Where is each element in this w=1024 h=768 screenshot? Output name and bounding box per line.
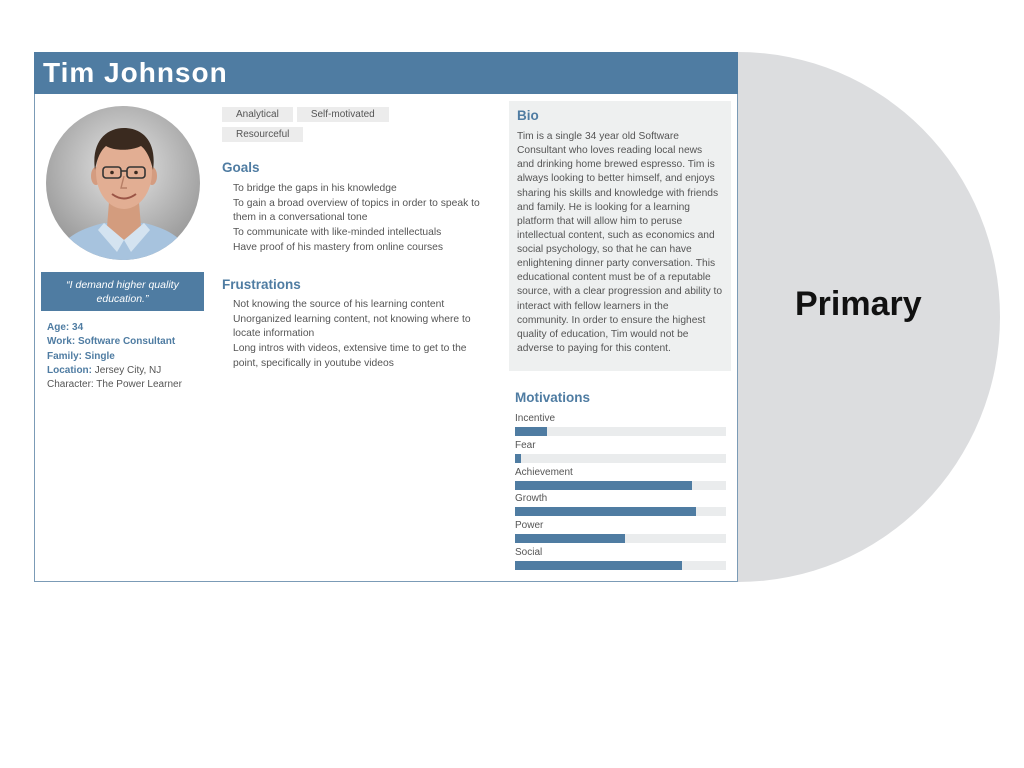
trait-tags [222, 107, 402, 142]
segment-label: Primary [795, 285, 922, 323]
persona-card [34, 52, 738, 582]
detail-value: 34 [72, 322, 84, 333]
detail-value: Jersey City, NJ [94, 364, 162, 376]
photo-portrait [46, 106, 200, 260]
motivation-power [515, 519, 726, 546]
photo-eye-right [134, 171, 138, 175]
detail-family [47, 350, 182, 364]
trait-tag: Self-motivated [297, 107, 389, 122]
photo-eye-left [110, 171, 114, 175]
detail-age [47, 321, 182, 335]
motivation-label: Power [515, 520, 544, 532]
detail-character [47, 378, 182, 392]
motivation-fill [515, 454, 521, 463]
persona-header [34, 52, 738, 94]
persona-name: Tim Johnson [43, 57, 228, 88]
detail-label: Work: [47, 336, 76, 348]
detail-work [47, 335, 182, 349]
motivations-section [515, 390, 726, 573]
goal-item: To communicate with like-minded intellectuals [233, 227, 442, 239]
frustrations-heading: Frustrations [222, 277, 301, 292]
detail-label: Location: [47, 364, 92, 376]
profile-photo-image [46, 106, 200, 260]
motivation-fill [515, 507, 696, 516]
goal-item: Have proof of his mastery from online courses [233, 241, 444, 253]
detail-value: Single [84, 350, 115, 362]
frustration-item: Not knowing the source of his learning content [233, 299, 445, 310]
motivation-achievement [515, 466, 726, 493]
profile-photo [46, 106, 200, 260]
detail-value: Software Consultant [77, 336, 176, 348]
bio-text: Tim is a single 34 year old Software Consultant who loves reading local news and drinking home brewed espresso. Tim is always looking to better himself, and enjoys sharing his skills and knowledge with friends and family. He is looking for a learning platform that will allow him to peruse intellectual content, such as economics and social psychology, so that he can have enlightening dinner party conversation. This educational content must be of a reputable source, with a clear progression and ability to interact with fellow learners in the community. In order to ensure the highest quality of education, Tim would not be adverse to paying for this content. [517, 131, 723, 354]
motivation-track [515, 507, 726, 516]
detail-label: Character: [47, 379, 94, 391]
motivation-fill [515, 561, 682, 570]
motivation-label: Incentive [515, 413, 556, 424]
motivation-track [515, 427, 726, 436]
goal-item: To bridge the gaps in his knowledge [233, 183, 397, 194]
motivation-social [515, 546, 726, 573]
frustration-item: Unorganized learning content, not knowing where to locate information [233, 313, 471, 340]
motivation-fill [515, 481, 692, 490]
motivation-incentive [515, 412, 726, 439]
motivations-heading: Motivations [515, 390, 591, 405]
motivation-label: Social [515, 546, 543, 558]
motivation-fill [515, 427, 547, 436]
motivation-fill [515, 534, 625, 543]
detail-label: Family: [47, 350, 83, 362]
motivation-label: Achievement [515, 466, 573, 478]
motivation-track [515, 534, 726, 543]
trait-tag: Analytical [222, 107, 293, 122]
motivation-track [515, 561, 726, 570]
goals-heading: Goals [222, 160, 260, 175]
motivation-track [515, 481, 726, 490]
trait-tag: Resourceful [222, 127, 303, 142]
detail-value: The Power Learner [96, 379, 182, 391]
motivation-label: Fear [515, 439, 536, 451]
persona-details [47, 321, 182, 392]
detail-location [47, 364, 182, 378]
goals-list [233, 182, 487, 256]
motivation-label: Growth [515, 493, 548, 505]
motivations-list [515, 412, 726, 573]
frustration-item: Long intros with videos, extensive time to get to the point, specifically in youtube videos [233, 343, 467, 369]
motivation-growth [515, 492, 726, 519]
bio-heading: Bio [517, 108, 539, 123]
bio-panel [509, 101, 731, 371]
persona-quote [41, 272, 204, 311]
persona-quote-text: “I demand higher quality education.” [66, 278, 179, 305]
detail-label: Age: [47, 322, 70, 333]
goal-item: To gain a broad overview of topics in order to speak to them in a conversational tone [233, 197, 480, 224]
motivation-track [515, 454, 726, 463]
motivation-fear [515, 439, 726, 466]
frustrations-list [233, 298, 487, 372]
